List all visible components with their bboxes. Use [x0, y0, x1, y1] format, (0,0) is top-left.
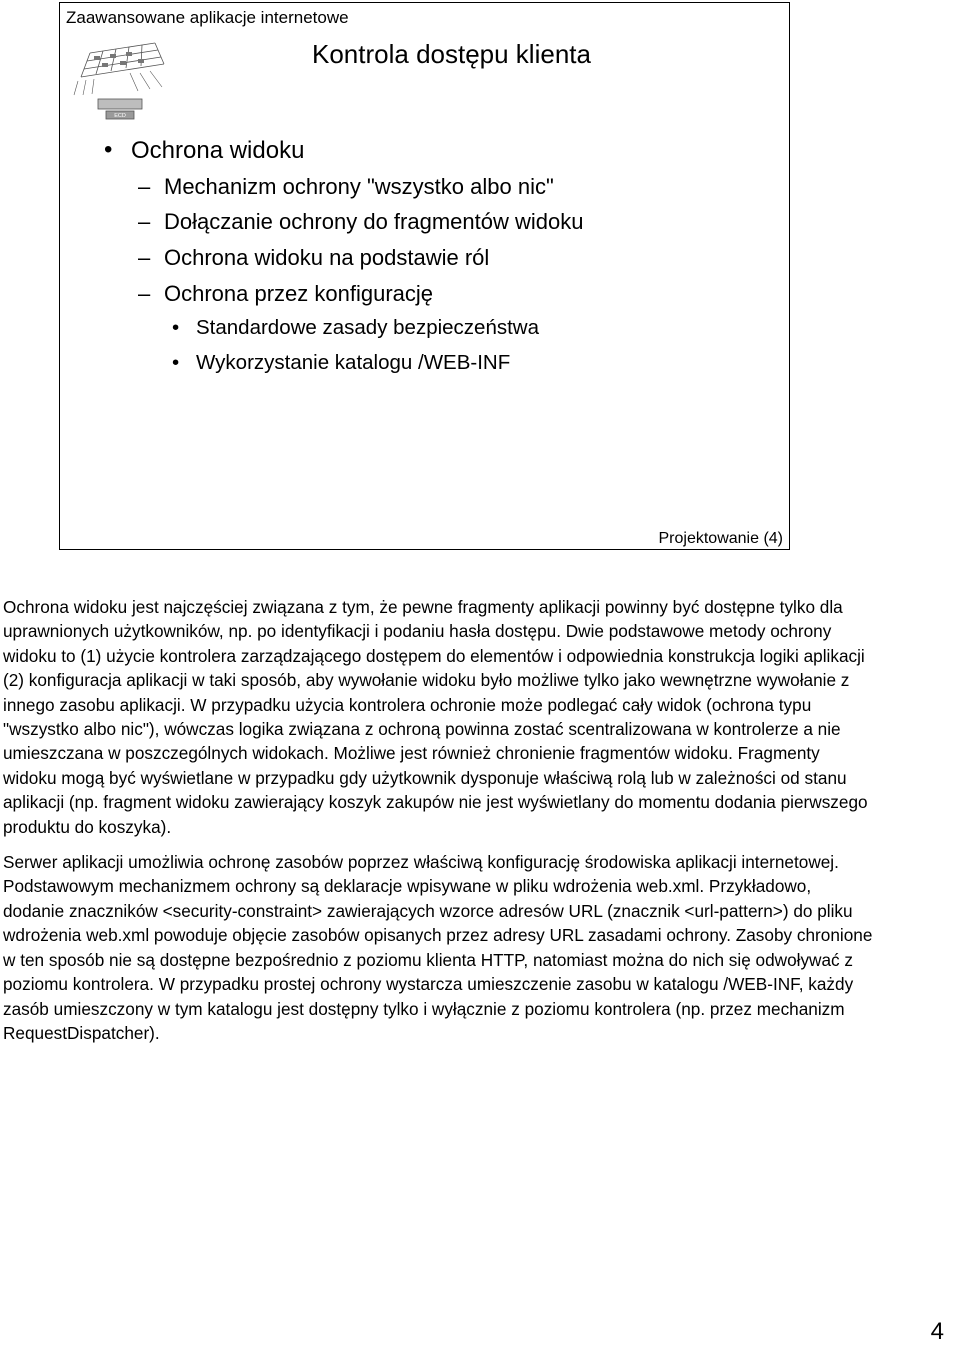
outline-item — [104, 136, 305, 165]
outline-item — [172, 351, 511, 375]
slide-frame — [59, 2, 790, 550]
bullet-icon: • — [172, 316, 180, 339]
slide-footer: Projektowanie (4) — [658, 530, 783, 547]
outline-item-text: Dołączanie ochrony do fragmentów widoku — [164, 209, 584, 234]
dash-icon: – — [138, 281, 151, 306]
logo-text: ECD — [114, 113, 126, 119]
outline-item-text: Ochrona widoku na podstawie ról — [164, 245, 490, 270]
dash-icon: – — [138, 209, 151, 234]
dash-icon: – — [138, 174, 151, 199]
outline-item — [138, 209, 584, 235]
outline-item-text: Ochrona widoku — [131, 137, 305, 164]
outline-item — [138, 174, 554, 200]
notes-paragraph: Serwer aplikacji umożliwia ochronę zasobów poprzez właściwą konfigurację środowiska aplikacji internetowej. Podstawowym mechanizmem ochrony są deklaracje wpisywane w pliku wdrożenia web.xml. Przykładowo, dodanie znaczników <security-constraint> zawierających wzorce adresów URL (znacznik <url-pattern>) do pliku wdrożenia web.xml powoduje objęcie zasobów opisanych przez adresy URL zasadami ochrony. Zasoby chronione w ten sposób nie są dostępne bezpośrednio z poziomu klienta HTTP, natomiast można do nich się odwoływać z poziomu kontrolera. W przypadku prostej ochrony wystarcza umieszczenie zasobu w katalogu /WEB-INF, każdy zasób umieszczony w tym katalogu jest dostępny tylko i wyłącznie z poziomu kontrolera (np. przez mechanizm RequestDispatcher). — [3, 852, 873, 1043]
lecture-notes — [3, 595, 873, 1056]
dash-icon: – — [138, 245, 151, 270]
outline-item-text: Ochrona przez konfigurację — [164, 281, 434, 306]
page-number: 4 — [930, 1318, 944, 1345]
slide-title: Kontrola dostępu klienta — [312, 39, 591, 69]
bullet-icon: • — [172, 351, 180, 374]
outline-item-text: Wykorzystanie katalogu /WEB-INF — [196, 351, 511, 374]
outline-item — [172, 316, 540, 340]
outline-item — [138, 245, 490, 271]
slide-header: Zaawansowane aplikacje internetowe — [66, 8, 349, 27]
outline-item-text: Standardowe zasady bezpieczeństwa — [196, 316, 540, 339]
outline-item — [138, 281, 434, 307]
notes-paragraph: Ochrona widoku jest najczęściej związana z tym, że pewne fragmenty aplikacji powinny być dostępne tylko dla uprawnionych użytkowników, np. po identyfikacji i podaniu hasła dostępu. Dwie podstawowe metody ochrony widoku to (1) użycie kontrolera zarządzającego dostępem do elementów i odpowiednia konstrukcja logiki aplikacji (2) konfiguracja aplikacji w taki sposób, aby wywołanie widoku było możliwe tylko jako wewnętrzne wywołanie z innego zasobu aplikacji. W przypadku użycia kontrolera ochronie może podlegać cały widok (ochrona typu "wszystko albo nic"), wówczas logika związana z ochroną powinna zostać scentralizowana w kontrolerze a nie umieszczana w poszczególnych widokach. Możliwe jest również chronienie fragmentów widoku. Fragmenty widoku mogą być wyświetlane w przypadku gdy użytkownik dysponuje właściwą rolą lub w zależności od stanu aplikacji (np. fragment widoku zawierający koszyk zakupów nie jest wyświetlany do momentu dodania pierwszego produktu do koszyka). — [3, 597, 868, 837]
outline-item-text: Mechanizm ochrony "wszystko albo nic" — [164, 174, 554, 199]
bullet-icon: • — [104, 136, 113, 163]
university-logo — [70, 33, 170, 123]
